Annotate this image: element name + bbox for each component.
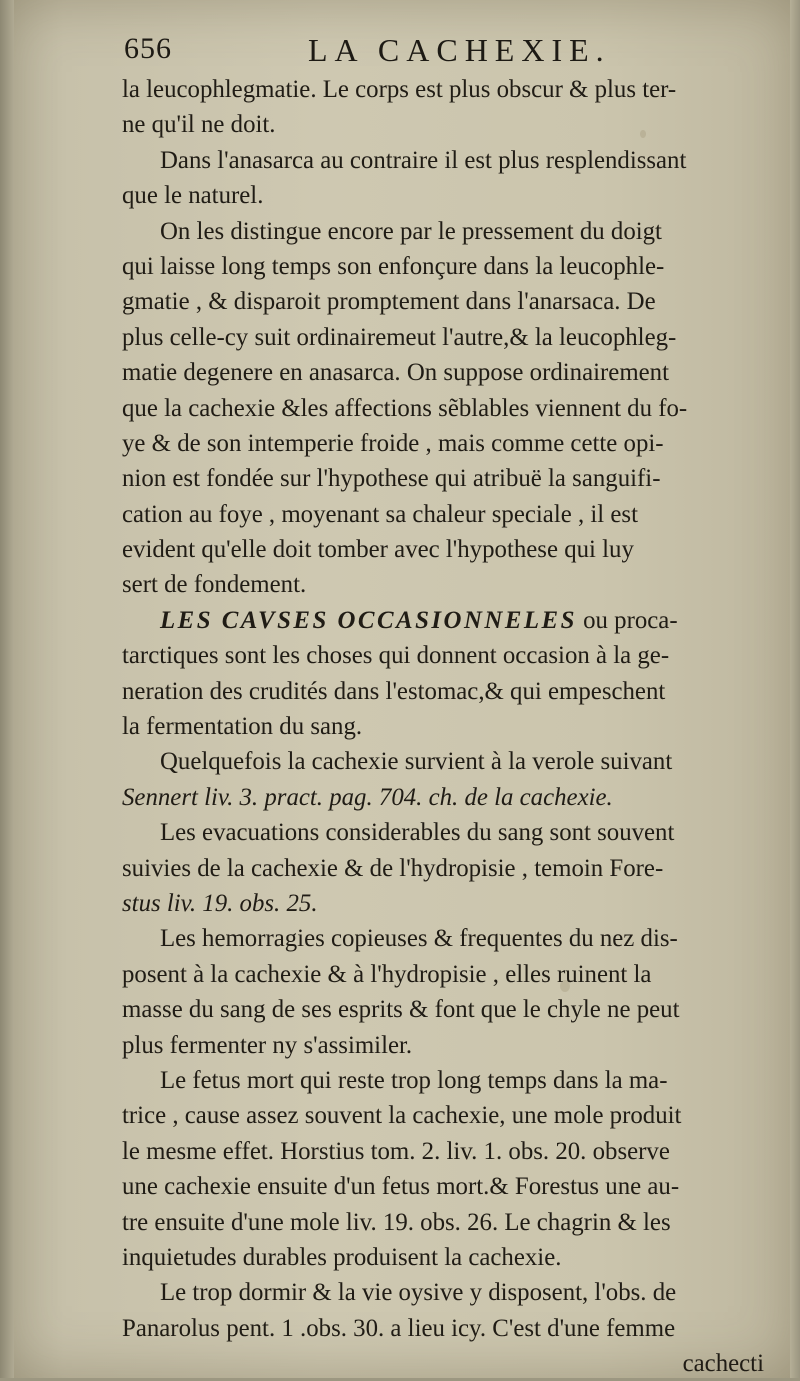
text-line: que la cachexie &les affections sẽblables viennent du fo- — [122, 394, 688, 422]
text-line: matie degenere en anasarca. On suppose ordinairement — [122, 359, 670, 387]
text-line: ye & de son intemperie froide , mais comme cette opi- — [122, 429, 664, 457]
text-line: que le naturel. — [122, 182, 264, 210]
catchword: cachecti — [682, 1350, 764, 1378]
page-number: 656 — [124, 32, 172, 65]
text-line: trice , cause assez souvent la cachexie, une mole produit — [122, 1102, 682, 1130]
text-line: plus celle-cy suit ordinairemeut l'autre,& la leucophleg- — [122, 323, 677, 351]
text-line: posent à la cachexie & à l'hydropisie , elles ruinent la — [122, 960, 652, 988]
text-line: nion est fondée sur l'hypothese qui atribuë la sanguifi- — [122, 465, 661, 493]
text-line: Quelquefois la cachexie survient à la verole suivant — [160, 748, 673, 776]
text-line: masse du sang de ses esprits & font que le chyle ne peut — [122, 996, 680, 1024]
text-line: tre ensuite d'une mole liv. 19. obs. 26. Le chagrin & les — [122, 1208, 671, 1236]
text-line: Les hemorragies copieuses & frequentes du nez dis- — [160, 925, 678, 953]
text-line: Les evacuations considerables du sang sont souvent — [160, 819, 675, 847]
text-line: tarctiques sont les choses qui donnent occasion à la ge- — [122, 642, 670, 670]
text-line: qui laisse long temps son enfonçure dans la leucophle- — [122, 252, 665, 280]
page-edge — [790, 0, 800, 1378]
running-head — [124, 28, 764, 72]
text-line-citation: stus liv. 19. obs. 25. — [122, 889, 318, 917]
text-line-rest: ou proca- — [576, 606, 678, 634]
text-line: neration des crudités dans l'estomac,& qui empeschent — [122, 677, 666, 705]
running-title: LA CACHEXIE. — [308, 32, 611, 68]
text-line: le mesme effet. Horstius tom. 2. liv. 1. obs. 20. observe — [122, 1137, 670, 1165]
page-gutter-shadow — [0, 0, 14, 1378]
text-line: suivies de la cachexie & de l'hydropisie , temoin Fore- — [122, 854, 664, 882]
text-line: une cachexie ensuite d'un fetus mort.& Forestus une au- — [122, 1173, 680, 1201]
text-line: la fermentation du sang. — [122, 713, 363, 741]
text-line: gmatie , & disparoit promptement dans l'anarsaca. De — [122, 288, 656, 316]
section-heading: LES CAVSES OCCASIONNELES — [160, 606, 577, 634]
text-line — [122, 603, 770, 638]
text-line: sert de fondement. — [122, 571, 307, 599]
text-line: plus fermenter ny s'assimiler. — [122, 1031, 413, 1059]
text-line: Le fetus mort qui reste trop long temps dans la ma- — [160, 1066, 668, 1094]
text-line: cation au foye , moyenant sa chaleur speciale , il est — [122, 500, 638, 528]
text-line: ne qu'il ne doit. — [122, 111, 276, 139]
text-line: Le trop dormir & la vie oysive y disposent, l'obs. de — [160, 1279, 677, 1307]
body-text — [122, 72, 770, 1381]
text-line: On les distingue encore par le pressement du doigt — [160, 217, 662, 245]
text-line: inquietudes durables produisent la cachexie. — [122, 1243, 562, 1271]
text-line-citation: Sennert liv. 3. pract. pag. 704. ch. de la cachexie. — [122, 783, 613, 811]
text-line: la leucophlegmatie. Le corps est plus obscur & plus ter- — [122, 76, 677, 103]
text-line: Dans l'anasarca au contraire il est plus resplendissant — [160, 146, 687, 174]
text-line: Panarolus pent. 1 .obs. 30. a lieu icy. C'est d'une femme — [122, 1314, 676, 1342]
text-line: evident qu'elle doit tomber avec l'hypothese qui luy — [122, 536, 634, 564]
